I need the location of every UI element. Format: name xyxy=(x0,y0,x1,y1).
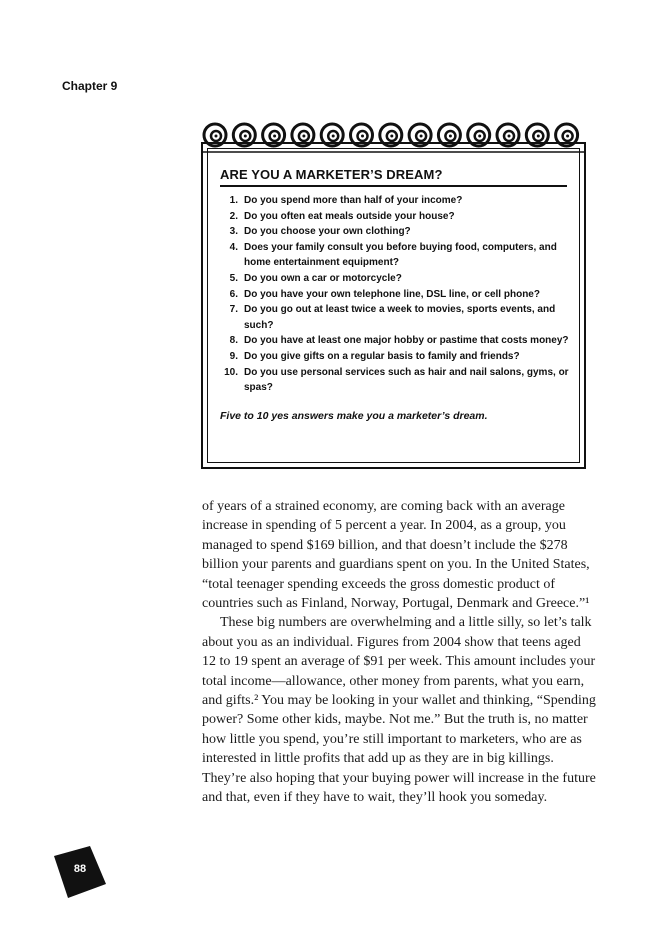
spiral-dot-icon xyxy=(390,135,393,138)
spiral-dot-icon xyxy=(508,135,511,138)
list-item: 4. Does your family consult you before buying food, computers, and home entertainment equipment? xyxy=(229,241,557,269)
spiral-dot-icon xyxy=(449,135,452,138)
spiral-dot-icon xyxy=(332,135,335,138)
list-item: 3. Do you choose your own clothing? xyxy=(229,226,411,238)
list-item: 6. Do you have your own telephone line, DSL line, or cell phone? xyxy=(229,288,540,300)
list-item: 2. Do you often eat meals outside your house? xyxy=(229,210,455,222)
quiz-title: ARE YOU A MARKETER’S DREAM? xyxy=(220,167,567,187)
spiral-dot-icon xyxy=(215,135,218,138)
quiz-sidebar xyxy=(201,118,586,469)
page-number-badge xyxy=(52,844,108,900)
spiral-dot-icon xyxy=(420,135,423,138)
list-item: 7. Do you go out at least twice a week to movies, sports events, and such? xyxy=(229,304,556,331)
quiz-box xyxy=(201,142,586,469)
question-list xyxy=(220,193,569,396)
spiral-dot-icon xyxy=(273,135,276,138)
spiral-dot-icon xyxy=(478,135,481,138)
list-item: 1. Do you spend more than half of your income? xyxy=(229,195,463,206)
body-paragraph: of years of a strained economy, are coming back with an average increase in spending of 5 percent a year. In 2004, as a group, you managed to spend $169 billion, and that doesn’t include the $278 billion your parents and guardians spent on you. In the United States, “total teenager spending exceeds the gross domestic product of countries such as Finland, Norway, Portugal, Denmark and Greece.”¹ xyxy=(202,499,590,612)
list-item: 10. Do you use personal services such as hair and nail salons, gyms, or spas? xyxy=(224,366,569,394)
chapter-label: Chapter 9 xyxy=(62,79,118,93)
spiral-dot-icon xyxy=(566,135,569,138)
spiral-dot-icon xyxy=(302,135,305,138)
spiral-dot-icon xyxy=(361,135,364,138)
page-number: 88 xyxy=(73,863,87,875)
quiz-footer-note: Five to 10 yes answers make you a marketer’s dream. xyxy=(220,409,488,422)
body-paragraph: These big numbers are overwhelming and a little silly, so let’s talk about you as an individual. Figures from 2004 show that teens aged 12 to 19 spent an average of $91 per week. This amount includes your total income—allowance, other money from parents, what you earn, and gifts.² You may be looking in your wallet and thinking, “Spending power? Some other kids, maybe. Not me.” But the truth is, no matter how little you spend, you’re still important to marketers, who are as interested in little profits that add up as they are in big killings. They’re also hoping that your buying power will increase in the future and that, even if they have to wait, they’ll hook you someday. xyxy=(202,615,596,806)
body-text xyxy=(202,497,598,808)
spiral-dot-icon xyxy=(244,135,247,138)
list-item: 9. Do you give gifts on a regular basis to family and friends? xyxy=(229,350,520,362)
list-item: 5. Do you own a car or motorcycle? xyxy=(229,272,402,284)
list-item: 8. Do you have at least one major hobby or pastime that costs money? xyxy=(229,335,569,347)
spiral-dot-icon xyxy=(537,135,540,138)
